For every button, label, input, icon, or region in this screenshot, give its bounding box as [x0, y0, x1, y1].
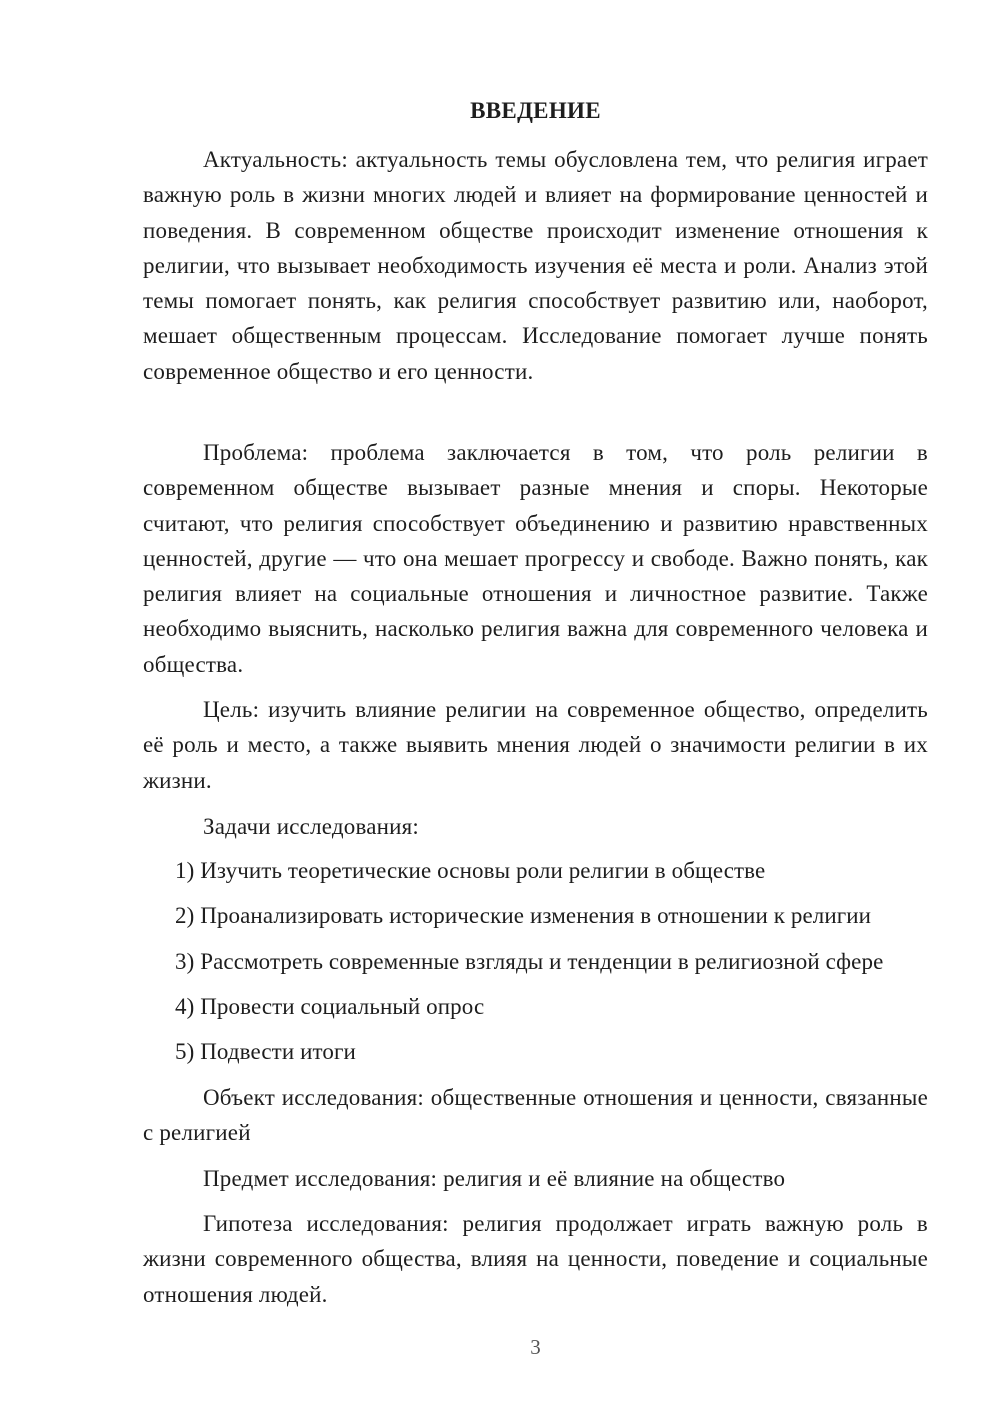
subject-paragraph: Предмет исследования: религия и её влияние на общество [203, 1166, 786, 1191]
task-item: 5) Подвести итоги [175, 1039, 356, 1064]
page-number: 3 [530, 1335, 541, 1359]
goal-paragraph: Цель: изучить влияние религии на современное общество, определить её роль и место, а также выявить мнения людей о значимости религии в их жизни. [143, 697, 928, 793]
task-item: 1) Изучить теоретические основы роли религии в обществе [175, 858, 766, 883]
task-item: 4) Провести социальный опрос [175, 994, 485, 1019]
object-paragraph: Объект исследования: общественные отношения и ценности, связанные с религией [143, 1085, 928, 1146]
task-item: 2) Проанализировать исторические изменения в отношении к религии [175, 903, 872, 928]
task-item: 3) Рассмотреть современные взгляды и тенденции в религиозной сфере [175, 949, 884, 974]
section-title: ВВЕДЕНИЕ [470, 98, 601, 123]
problem-paragraph: Проблема: проблема заключается в том, что роль религии в современном обществе вызывает разные мнения и споры. Некоторые считают, что религия способствует объединению и развитию нравственных ценностей, другие — что она мешает прогрессу и свободе. Важно понять, как религия влияет на социальные отношения и личностное развитие. Также необходимо выяснить, насколько религия важна для современного человека и общества. [143, 440, 928, 677]
hypothesis-paragraph: Гипотеза исследования: религия продолжает играть важную роль в жизни современного общества, влияя на ценности, поведение и социальные отношения людей. [143, 1211, 928, 1307]
relevance-paragraph: Актуальность: актуальность темы обусловлена тем, что религия играет важную роль в жизни многих людей и влияет на формирование ценностей и поведения. В современном обществе происходит изменение отношения к религии, что вызывает необходимость изучения её места и роли. Анализ этой темы помогает понять, как религия способствует развитию или, наоборот, мешает общественным процессам. Исследование помогает лучше понять современное общество и его ценности. [143, 147, 928, 384]
tasks-heading: Задачи исследования: [203, 814, 420, 839]
